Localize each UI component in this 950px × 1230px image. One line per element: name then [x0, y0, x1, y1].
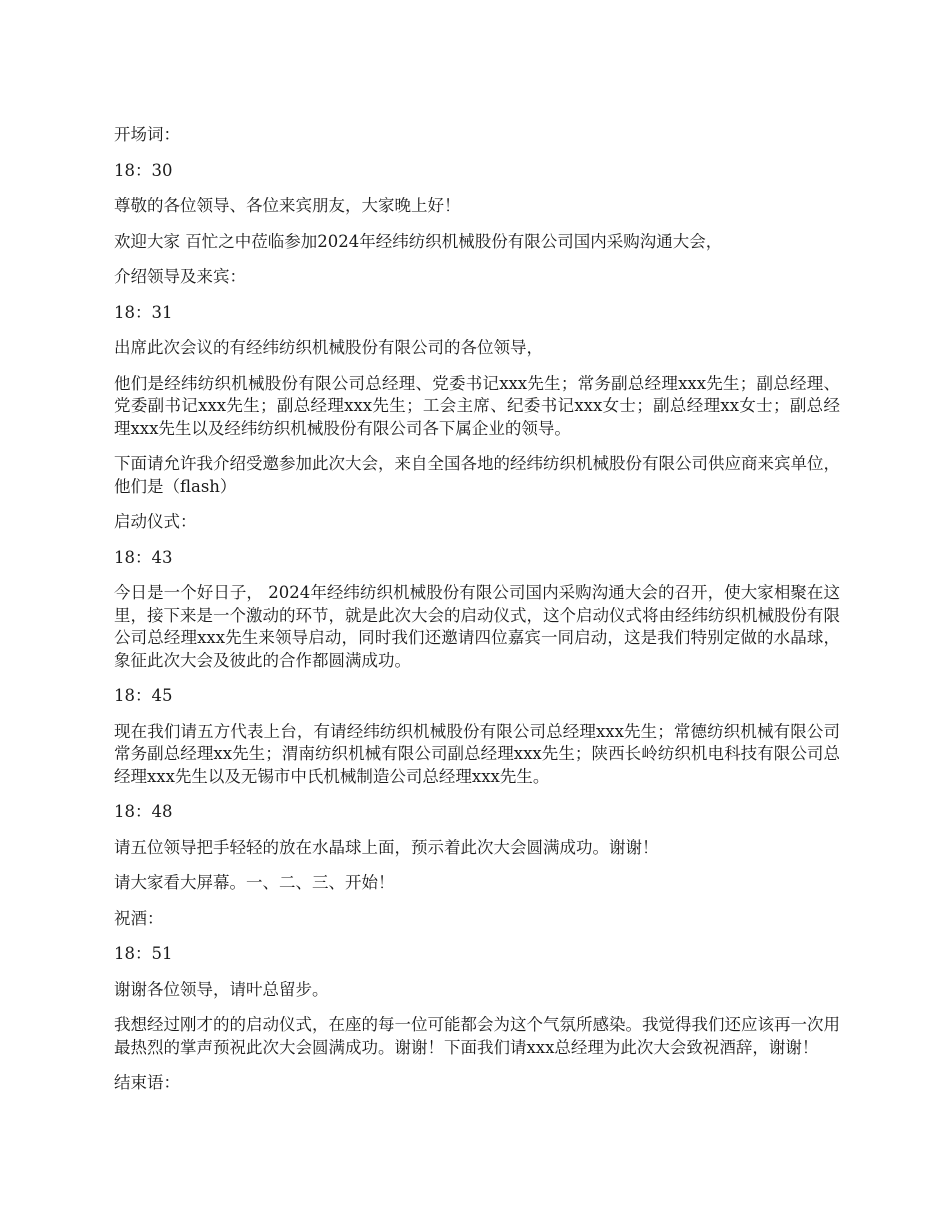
paragraph: 下面请允许我介绍受邀参加此次大会，来自全国各地的经纬纺织机械股份有限公司供应商来宾单位，他们是（flash）: [114, 454, 840, 496]
section-heading-closing: 结束语：: [114, 1073, 180, 1092]
timestamp: 18：30: [114, 160, 173, 180]
paragraph: 请五位领导把手轻轻的放在水晶球上面，预示着此次大会圆满成功。谢谢！: [114, 837, 659, 857]
section-heading-introduction: 介绍领导及来宾：: [114, 267, 246, 286]
section-heading-opening: 开场词：: [114, 125, 180, 144]
timestamp: 18：43: [114, 547, 173, 567]
timestamp: 18：48: [114, 802, 173, 821]
timestamp: 18：31: [114, 302, 173, 322]
paragraph: 我想经过刚才的的启动仪式，在座的每一位可能都会为这个气氛所感染。我觉得我们还应该再一次用最热烈的掌声预祝此次大会圆满成功。谢谢！下面我们请xxx总经理为此次大会致祝酒辞，谢谢！: [114, 1015, 840, 1057]
timestamp: 18：51: [114, 944, 173, 963]
paragraph: 出席此次会议的有经纬纺织机械股份有限公司的各位领导，: [114, 338, 543, 357]
paragraph: 请大家看大屏幕。一、二、三、开始！: [114, 873, 395, 892]
paragraph: 欢迎大家 百忙之中莅临参加2024年经纬纺织机械股份有限公司国内采购沟通大会，: [114, 231, 723, 251]
document-body: [114, 124, 840, 1108]
section-heading-toast: 祝酒：: [114, 908, 164, 928]
paragraph: 尊敬的各位领导、各位来宾朋友，大家晚上好！: [114, 196, 461, 215]
paragraph: 今日是一个好日子， 2024年经纬纺织机械股份有限公司国内采购沟通大会的召开，使大家相聚在这里，接下来是一个激动的环节，就是此次大会的启动仪式，这个启动仪式将由经纬纺织机械股份有限公司总经理xxx先生来领导启动，同时我们还邀请四位嘉宾一同启动，这是我们特别定做的水晶球，象征此次大会及彼此的合作都圆满成功。: [114, 583, 840, 670]
paragraph: 谢谢各位领导，请叶总留步。: [114, 979, 329, 999]
paragraph: 现在我们请五方代表上台，有请经纬纺织机械股份有限公司总经理xxx先生；常德纺织机械有限公司常务副总经理xx先生；渭南纺织机械有限公司副总经理xxx先生；陕西长岭纺织机电科技有限公司总经理xxx先生以及无锡市中氏机械制造公司总经理xxx先生。: [114, 721, 840, 786]
paragraph: 他们是经纬纺织机械股份有限公司总经理、党委书记xxx先生；常务副总经理xxx先生；副总经理、党委副书记xxx先生；副总经理xxx先生；工会主席、纪委书记xxx女士；副总经理xx女士；副总经理xxx先生以及经纬纺织机械股份有限公司各下属企业的领导。: [114, 373, 840, 438]
timestamp: 18：45: [114, 686, 173, 705]
section-heading-launch-ceremony: 启动仪式：: [114, 512, 197, 531]
